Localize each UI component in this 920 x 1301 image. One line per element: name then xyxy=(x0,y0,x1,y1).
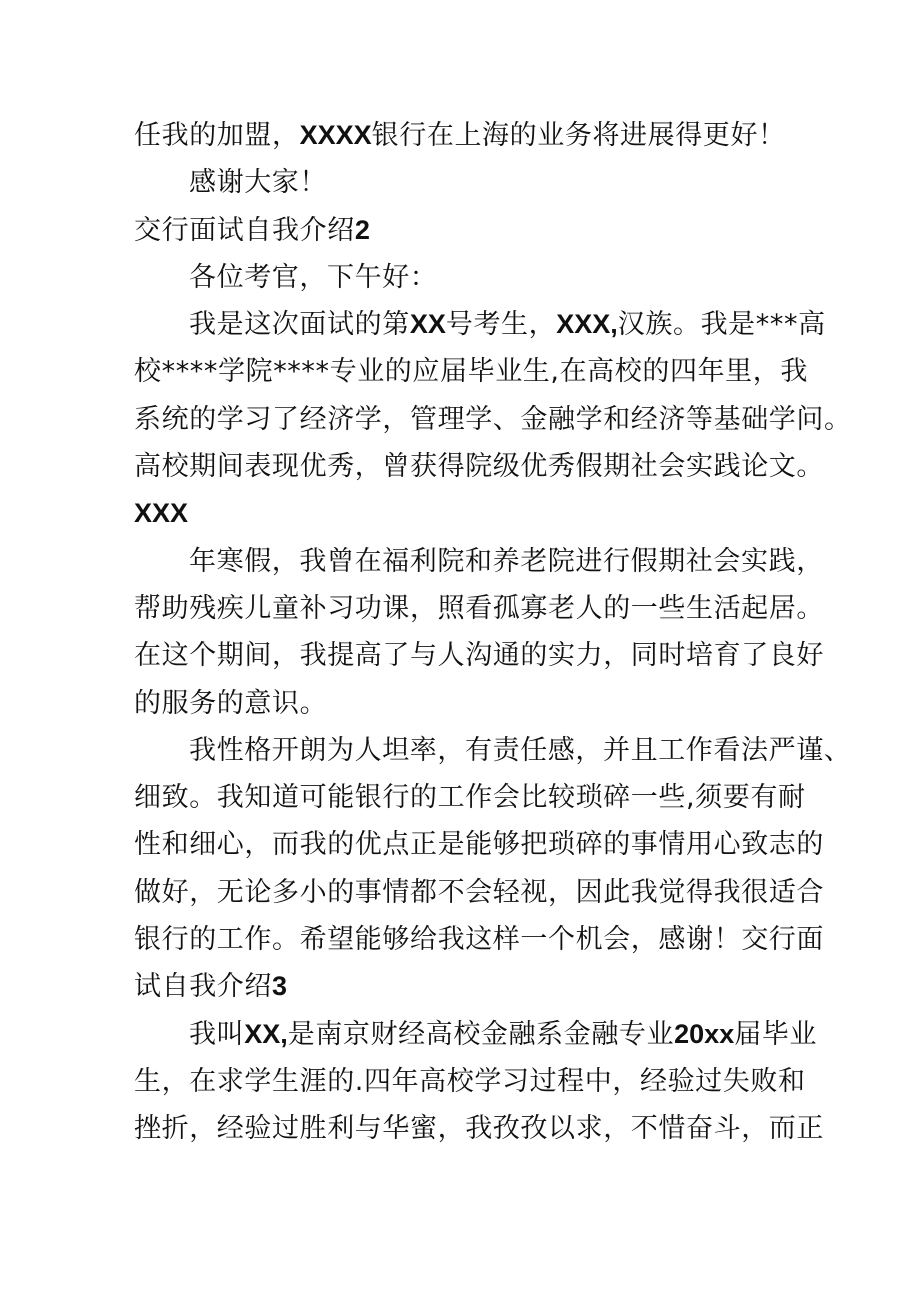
text-run: 各位考官，下午好： xyxy=(189,261,438,293)
bold-run: XXX xyxy=(134,498,189,529)
text-run: 细致。我知道可能银行的工作会比较琐碎一些,须要有耐 xyxy=(134,782,806,814)
text-line xyxy=(134,1011,818,1058)
text-run: 届毕业 xyxy=(734,1018,818,1050)
text-line xyxy=(134,727,852,774)
text-line xyxy=(134,254,800,301)
text-run: 我性格开朗为人坦率，有责任感，并且工作看法严谨、 xyxy=(189,734,852,766)
text-run: 校****学院****专业的应届毕业生,在高校的四年里，我 xyxy=(134,356,808,388)
text-line xyxy=(134,916,824,963)
text-line xyxy=(134,632,824,679)
text-line xyxy=(134,1105,824,1152)
text-run: 性和细心，而我的优点正是能够把琐碎的事情用心致志的 xyxy=(134,829,824,861)
text-run: 挫折，经验过胜利与华蜜，我孜孜以求，不惜奋斗，而正 xyxy=(134,1113,824,1145)
text-run: 帮助残疾儿童补习功课，照看孤寡老人的一些生活起居。 xyxy=(134,592,824,624)
text-run: 感谢大家！ xyxy=(189,167,327,199)
text-line xyxy=(134,301,826,348)
text-run: 做好，无论多小的事情都不会轻视，因此我觉得我很适合 xyxy=(134,876,824,908)
text-run: 系统的学习了经济学，管理学、金融学和经济等基础学问。 xyxy=(134,403,852,435)
text-line xyxy=(134,1058,806,1105)
section-heading xyxy=(134,207,800,254)
text-line xyxy=(134,774,806,821)
text-line xyxy=(134,159,800,206)
text-run: 试自我介绍 xyxy=(134,971,272,1003)
text-run: 任我的加盟， xyxy=(134,120,300,151)
bold-run: 3 xyxy=(272,971,288,1002)
bold-run: XXXX xyxy=(299,120,372,150)
text-run: 是南京财经高校金融系金融专业 xyxy=(287,1018,675,1050)
bold-run: 2 xyxy=(354,214,370,245)
text-run: 我是这次面试的第 xyxy=(189,309,410,341)
section-heading xyxy=(134,963,800,1010)
text-line xyxy=(134,348,808,395)
text-run: 我叫 xyxy=(189,1018,245,1050)
bold-run: 20xx xyxy=(674,1018,735,1049)
text-run: 高校期间表现优秀，曾获得院级优秀假期社会实践论文。 xyxy=(134,451,824,483)
text-line xyxy=(134,680,800,727)
text-run: 银行的工作。希望能够给我这样一个机会，感谢！交行面 xyxy=(134,924,824,956)
text-run: 号考生， xyxy=(445,309,557,341)
text-line xyxy=(134,869,824,916)
text-run: 年寒假，我曾在福利院和养老院进行假期社会实践， xyxy=(189,545,824,577)
text-run: 生，在求学生涯的.四年高校学习过程中，经验过失败和 xyxy=(134,1065,806,1097)
text-line xyxy=(134,443,824,490)
bold-run: XX, xyxy=(244,1018,288,1049)
text-line xyxy=(134,585,824,632)
text-line xyxy=(134,821,824,868)
bold-run: XX xyxy=(409,309,446,340)
text-run: 的服务的意识。 xyxy=(134,687,328,719)
text-line xyxy=(134,112,800,159)
text-run: 银行在上海的业务将进展得更好！ xyxy=(371,120,786,151)
bold-run: XXX, xyxy=(556,309,618,340)
text-run: 在这个期间，我提高了与人沟通的实力，同时培育了良好 xyxy=(134,640,824,672)
text-line xyxy=(134,396,852,443)
text-run: 交行面试自我介绍 xyxy=(134,214,355,246)
text-run: 汉族。我是***高 xyxy=(617,309,826,341)
text-line xyxy=(134,490,800,537)
text-line xyxy=(134,538,824,585)
